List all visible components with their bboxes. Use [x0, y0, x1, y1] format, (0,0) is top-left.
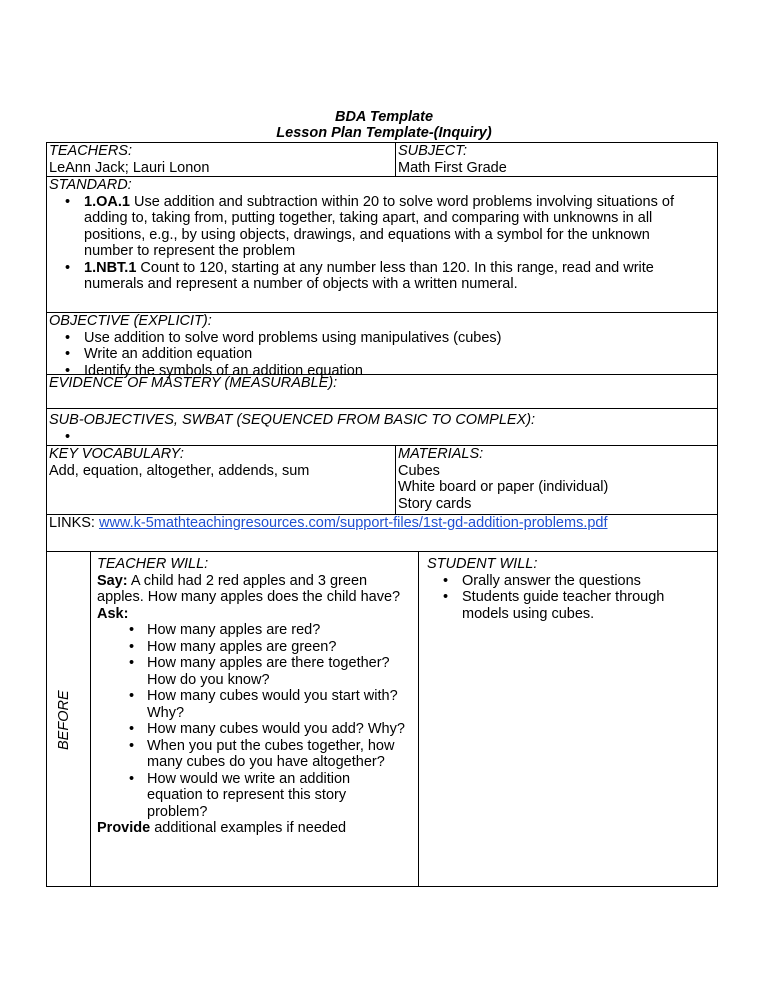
say-label: Say: — [97, 572, 128, 589]
standard-item — [49, 194, 717, 260]
subject-label: SUBJECT: — [398, 143, 468, 159]
before-section-label: BEFORE — [56, 690, 72, 750]
standard-code: 1.NBT.1 — [84, 259, 137, 276]
student-item: • Students guide teacher through models using cubes. — [427, 589, 703, 622]
question-item: • When you put the cubes together, how many cubes do you have altogether? — [97, 738, 412, 771]
provide-block — [97, 820, 418, 837]
student-list — [427, 573, 717, 623]
sub-objectives-cell — [46, 408, 718, 446]
materials-item: White board or paper (individual) — [398, 479, 609, 495]
document-title: BDA Template — [334, 109, 434, 125]
links-cell — [46, 514, 718, 552]
standard-item — [49, 260, 717, 293]
objective-item: • Identify the symbols of an addition equation — [49, 363, 717, 380]
say-text: A child had 2 red apples and 3 green apples. How many apples does the child have? — [97, 572, 401, 605]
standard-list — [49, 194, 717, 293]
evidence-cell — [46, 374, 718, 409]
student-will-cell — [418, 551, 718, 887]
say-block — [97, 573, 418, 606]
standard-cell — [46, 176, 718, 313]
teachers-cell — [46, 142, 396, 177]
vocabulary-cell — [46, 445, 396, 515]
provide-label: Provide — [97, 820, 151, 836]
student-will-label: STUDENT WILL: — [427, 556, 538, 572]
materials-item: Story cards — [398, 495, 472, 512]
provide-text: additional examples if needed — [150, 820, 347, 836]
sub-objective-item — [49, 429, 717, 446]
standard-text: Count to 120, starting at any number less than 120. In this range, read and write numerals and represent a number of objects with a written numeral. — [84, 259, 654, 292]
teacher-will-label: TEACHER WILL: — [97, 556, 209, 572]
question-item: • How many cubes would you add? Why? — [97, 721, 412, 738]
question-item: • How many cubes would you start with? Why? — [97, 688, 412, 721]
objective-item: • Write an addition equation — [49, 346, 717, 363]
question-item: • How would we write an addition equation to represent this story problem? — [97, 771, 412, 821]
objective-list — [49, 330, 717, 380]
vocabulary-label: KEY VOCABULARY: — [49, 446, 184, 462]
objective-item: • Use addition to solve word problems using manipulatives (cubes) — [49, 330, 717, 347]
subject-cell — [395, 142, 718, 177]
objective-cell — [46, 312, 718, 379]
question-item: • How many apples are red? — [97, 622, 412, 639]
teachers-label: TEACHERS: — [49, 143, 132, 159]
resource-link[interactable]: www.k-5mathteachingresources.com/support-files/1st-gd-addition-problems.pdf — [98, 515, 608, 531]
materials-cell — [395, 445, 718, 515]
ask-label: Ask: — [97, 605, 129, 622]
sub-objectives-label: SUB-OBJECTIVES, SWBAT (SEQUENCED FROM BASIC TO COMPLEX): — [49, 412, 536, 428]
links-label: LINKS: — [49, 515, 99, 531]
vocabulary-value: Add, equation, altogether, addends, sum — [49, 462, 310, 479]
objective-label: OBJECTIVE (EXPLICIT): — [49, 313, 212, 329]
materials-item: Cubes — [398, 462, 440, 479]
materials-label: MATERIALS: — [398, 446, 484, 462]
student-item: • Orally answer the questions — [427, 573, 703, 590]
teachers-value: LeAnn Jack; Lauri Lonon — [49, 159, 210, 176]
question-list — [97, 622, 418, 820]
sub-objectives-list — [49, 429, 717, 446]
subject-value: Math First Grade — [398, 159, 507, 176]
teacher-will-cell — [90, 551, 419, 887]
standard-text: Use addition and subtraction within 20 to solve word problems involving situations of adding to, taking from, putting together, taking apart, and comparing with unknowns in all positions, e.g., by using objects, drawings, and equations with a symbol for the unknown number to represent the problem — [84, 193, 674, 259]
document-subtitle: Lesson Plan Template-(Inquiry) — [276, 125, 492, 141]
standard-code: 1.OA.1 — [84, 193, 130, 210]
question-item: • How many apples are there together? How do you know? — [97, 655, 412, 688]
standard-label: STANDARD: — [49, 177, 132, 193]
evidence-label: EVIDENCE OF MASTERY (MEASURABLE): — [49, 375, 338, 391]
question-item: • How many apples are green? — [97, 639, 412, 656]
